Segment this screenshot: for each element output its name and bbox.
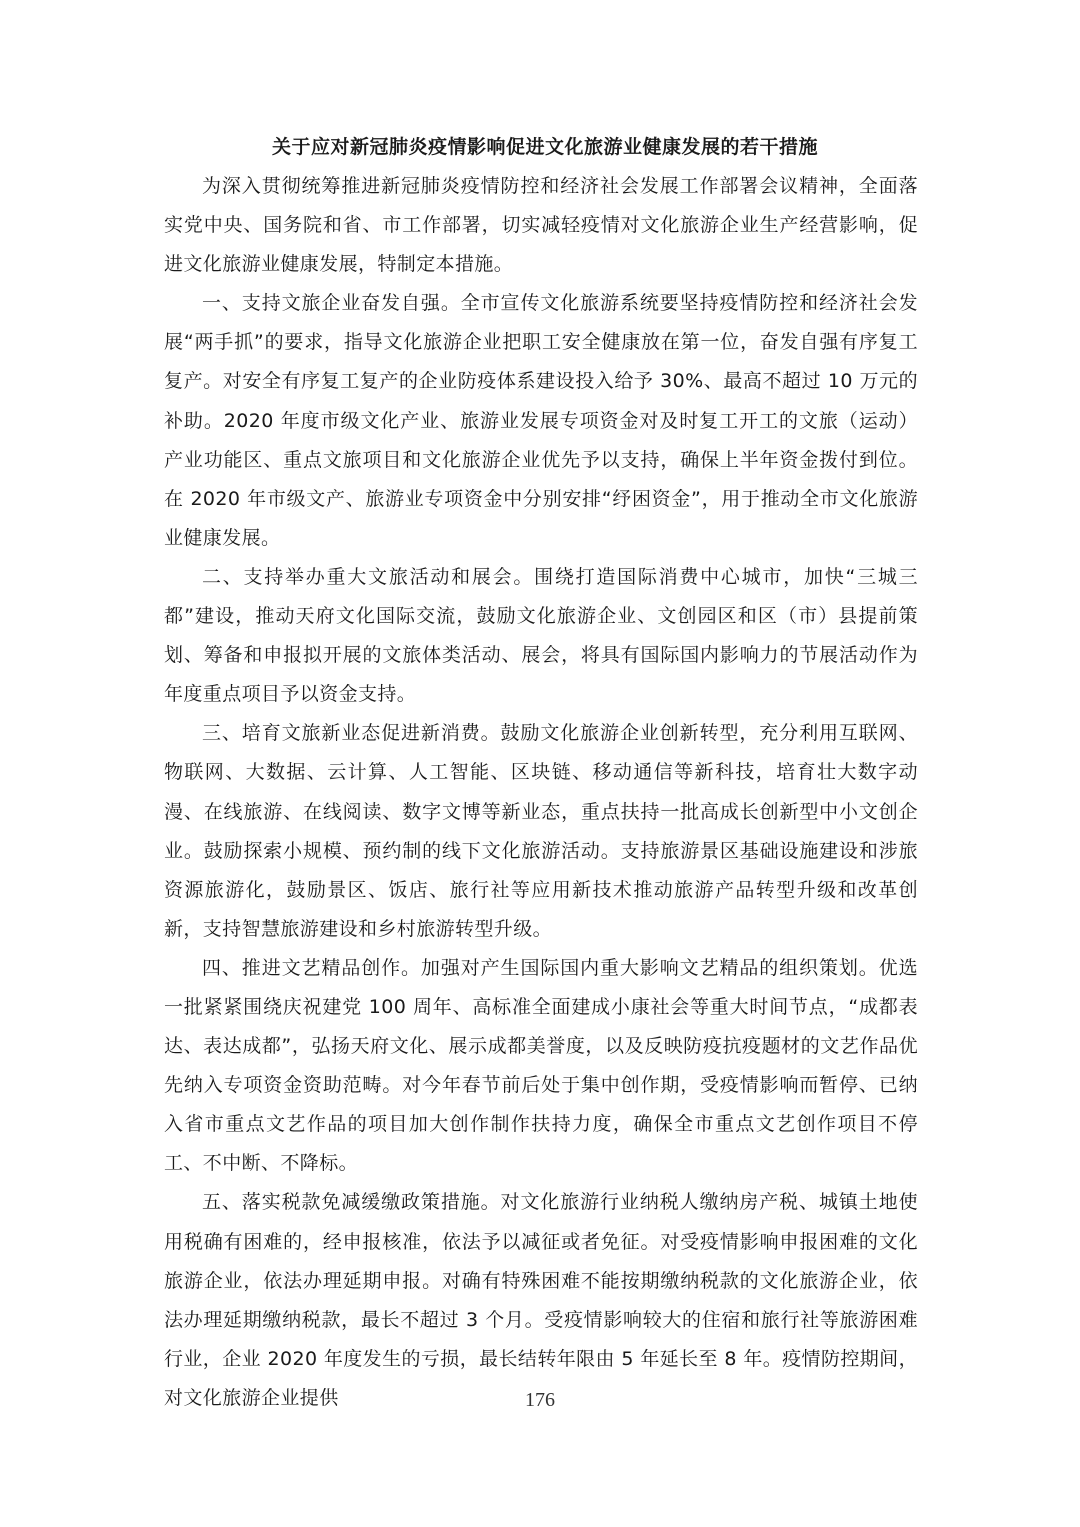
measure-1-paragraph: 一、支持文旅企业奋发自强。全市宣传文化旅游系统要坚持疫情防控和经济社会发展“两手抓”的要求，指导文化旅游企业把职工安全健康放在第一位，奋发自强有序复工复产。对安全有序复工复产的企业防疫体系建设投入给予 30%、最高不超过 10 万元的补助。2020 年度市级文化产业、旅游业发展专项资金对及时复工开工的文旅（运动）产业功能区、重点文旅项目和文化旅游企业优先予以支持，确保上半年资金拨付到位。在 2020 年市级文产、旅游业专项资金中分别安排“纾困资金”，用于推动全市文化旅游业健康发展。	[164, 292, 918, 549]
intro-paragraph: 为深入贯彻统筹推进新冠肺炎疫情防控和经济社会发展工作部署会议精神，全面落实党中央、国务院和省、市工作部署，切实减轻疫情对文化旅游企业生产经营影响，促进文化旅游业健康发展，特制定本措施。	[164, 175, 918, 276]
measure-2-paragraph: 二、支持举办重大文旅活动和展会。围绕打造国际消费中心城市，加快“三城三都”建设，推动天府文化国际交流，鼓励文化旅游企业、文创园区和区（市）县提前策划、筹备和申报拟开展的文旅体类活动、展会，将具有国际国内影响力的节展活动作为年度重点项目予以资金支持。	[164, 565, 918, 706]
measure-5-paragraph: 五、落实税款免减缓缴政策措施。对文化旅游行业纳税人缴纳房产税、城镇土地使用税确有困难的，经申报核准，依法予以减征或者免征。对受疫情影响申报困难的文化旅游企业，依法办理延期申报。对确有特殊困难不能按期缴纳税款的文化旅游企业，依法办理延期缴纳税款，最长不超过 3 个月。受疫情影响较大的住宿和旅行社等旅游困难行业，企业 2020 年度发生的亏损，最长结转年限由 5 年延长至 8 年。疫情防控期间，对文化旅游企业提供	[164, 1191, 918, 1409]
document-title: 关于应对新冠肺炎疫情影响促进文化旅游业健康发展的若干措施	[272, 136, 819, 158]
measure-3-paragraph: 三、培育文旅新业态促进新消费。鼓励文化旅游企业创新转型，充分利用互联网、物联网、大数据、云计算、人工智能、区块链、移动通信等新科技，培育壮大数字动漫、在线旅游、在线阅读、数字文博等新业态，重点扶持一批高成长创新型中小文创企业。鼓励探索小规模、预约制的线下文化旅游活动。支持旅游景区基础设施建设和涉旅资源旅游化，鼓励景区、饭店、旅行社等应用新技术推动旅游产品转型升级和改革创新，支持智慧旅游建设和乡村旅游转型升级。	[164, 722, 918, 940]
document-body	[164, 128, 918, 1418]
measure-4-paragraph: 四、推进文艺精品创作。加强对产生国际国内重大影响文艺精品的组织策划。优选一批紧紧围绕庆祝建党 100 周年、高标准全面建成小康社会等重大时间节点，“成都表达、表达成都”，弘扬天府文化、展示成都美誉度，以及反映防疫抗疫题材的文艺作品优先纳入专项资金资助范畴。对今年春节前后处于集中创作期，受疫情影响而暂停、已纳入省市重点文艺作品的项目加大创作制作扶持力度，确保全市重点文艺创作项目不停工、不中断、不降标。	[164, 956, 918, 1175]
page-number: 176	[525, 1389, 555, 1411]
